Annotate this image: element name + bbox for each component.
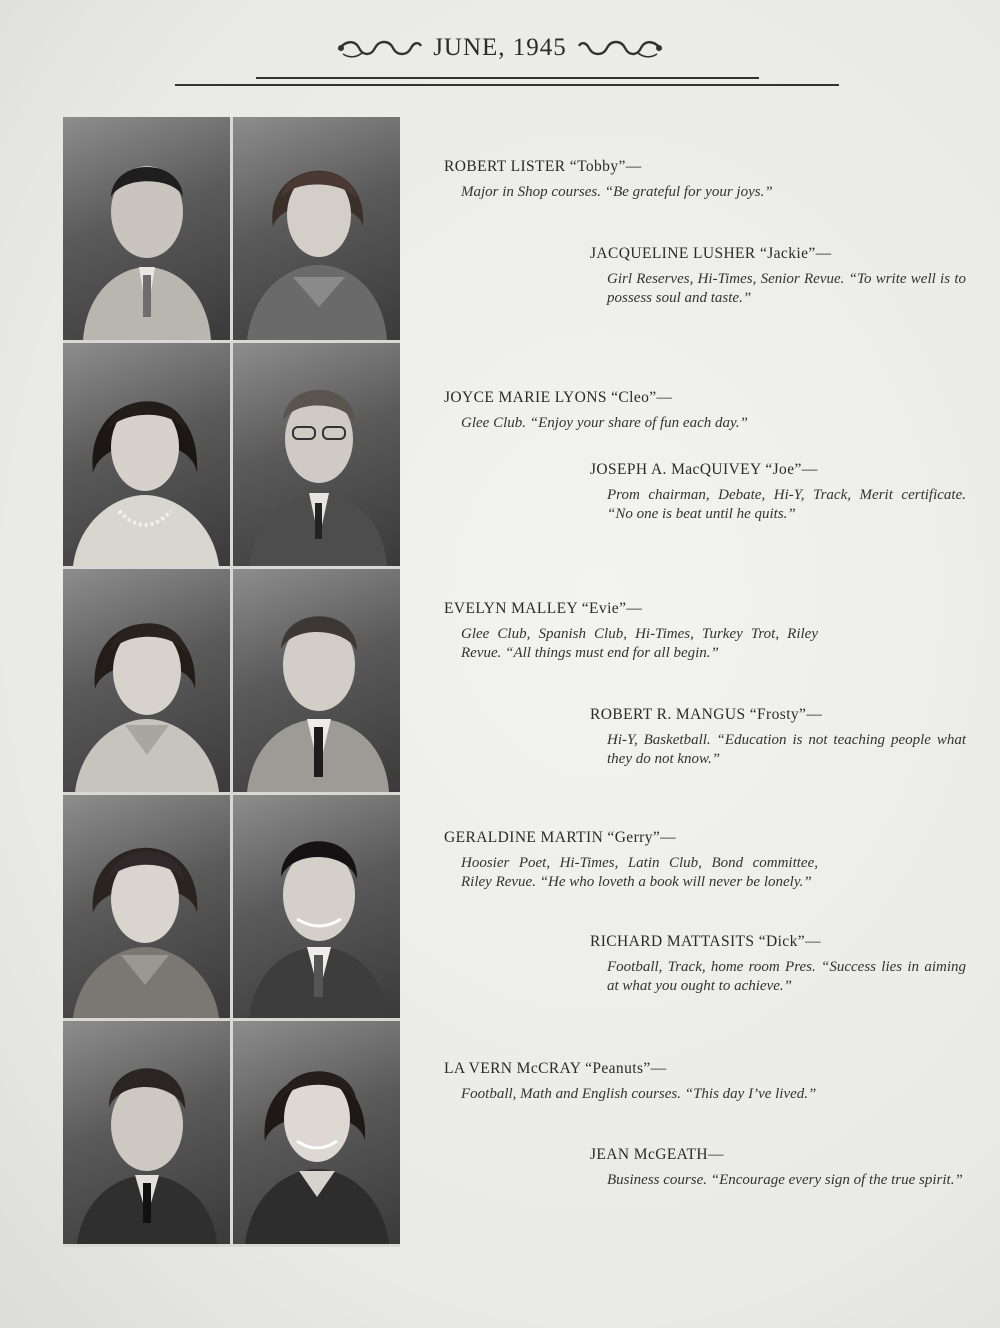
portrait-photo xyxy=(63,795,230,1018)
senior-activities: Football, Math and English courses. “This day I’ve lived.” xyxy=(461,1086,817,1102)
senior-activities: Business course. “Encourage every sign of the true spirit.” xyxy=(607,1172,963,1188)
senior-activities: Prom chairman, Debate, Hi-Y, Track, Merit certificate. “No one is beat until he quits.” xyxy=(607,487,966,522)
senior-activities: Hoosier Poet, Hi-Times, Latin Club, Bond committee, Riley Revue. “He who loveth a book will never be lonely.” xyxy=(461,855,818,890)
senior-name: JOSEPH A. MacQUIVEY “Joe”— xyxy=(590,461,818,478)
senior-entry xyxy=(590,933,970,996)
header-rule-bottom xyxy=(175,84,839,86)
male-portrait-icon xyxy=(63,1021,230,1244)
senior-activities: Football, Track, home room Pres. “Success lies in aiming at what you ought to achieve.” xyxy=(607,959,966,994)
female-portrait-icon xyxy=(63,795,230,1018)
senior-entry xyxy=(444,1060,824,1104)
senior-name: EVELYN MALLEY “Evie”— xyxy=(444,600,643,617)
male-portrait-icon xyxy=(233,569,400,792)
senior-name: JEAN McGEATH— xyxy=(590,1146,724,1163)
senior-name: ROBERT LISTER “Tobby”— xyxy=(444,158,642,175)
male-portrait-icon xyxy=(233,343,400,566)
senior-entry xyxy=(444,829,824,892)
portrait-grid xyxy=(63,117,400,1247)
senior-activities: Major in Shop courses. “Be grateful for your joys.” xyxy=(461,184,773,200)
portrait-photo xyxy=(233,569,400,792)
senior-entry xyxy=(444,158,824,202)
senior-activities: Glee Club. “Enjoy your share of fun each day.” xyxy=(461,415,748,431)
senior-activities: Hi-Y, Basketball. “Education is not teaching people what they do not know.” xyxy=(607,732,966,767)
male-portrait-icon xyxy=(63,117,230,340)
portrait-photo xyxy=(63,569,230,792)
senior-entry xyxy=(590,461,970,524)
senior-name: ROBERT R. MANGUS “Frosty”— xyxy=(590,706,823,723)
senior-entry xyxy=(444,600,824,663)
portrait-photo xyxy=(233,343,400,566)
portrait-photo xyxy=(233,1021,400,1244)
page-header xyxy=(0,34,1000,74)
senior-entry xyxy=(590,245,970,308)
portrait-photo xyxy=(63,343,230,566)
portrait-photo xyxy=(63,1021,230,1244)
senior-name: JACQUELINE LUSHER “Jackie”— xyxy=(590,245,832,262)
page-title: JUNE, 1945 xyxy=(433,34,567,61)
female-portrait-icon xyxy=(233,117,400,340)
senior-entry xyxy=(444,389,824,433)
senior-activities: Girl Reserves, Hi-Times, Senior Revue. “To write well is to possess soul and taste.” xyxy=(607,271,966,306)
senior-name: JOYCE MARIE LYONS “Cleo”— xyxy=(444,389,673,406)
left-scroll-ornament-icon xyxy=(335,36,423,60)
senior-name: GERALDINE MARTIN “Gerry”— xyxy=(444,829,677,846)
senior-name: LA VERN McCRAY “Peanuts”— xyxy=(444,1060,667,1077)
portrait-photo xyxy=(63,117,230,340)
senior-entry xyxy=(590,1146,970,1190)
senior-entry xyxy=(590,706,970,769)
senior-activities: Glee Club, Spanish Club, Hi-Times, Turkey Trot, Riley Revue. “All things must end for all begin.” xyxy=(461,626,818,661)
right-scroll-ornament-icon xyxy=(577,36,665,60)
header-rule-top xyxy=(256,77,759,79)
portrait-photo xyxy=(233,795,400,1018)
female-portrait-icon xyxy=(63,569,230,792)
female-portrait-icon xyxy=(233,1021,400,1244)
male-portrait-icon xyxy=(233,795,400,1018)
female-portrait-icon xyxy=(63,343,230,566)
senior-name: RICHARD MATTASITS “Dick”— xyxy=(590,933,821,950)
portrait-photo xyxy=(233,117,400,340)
